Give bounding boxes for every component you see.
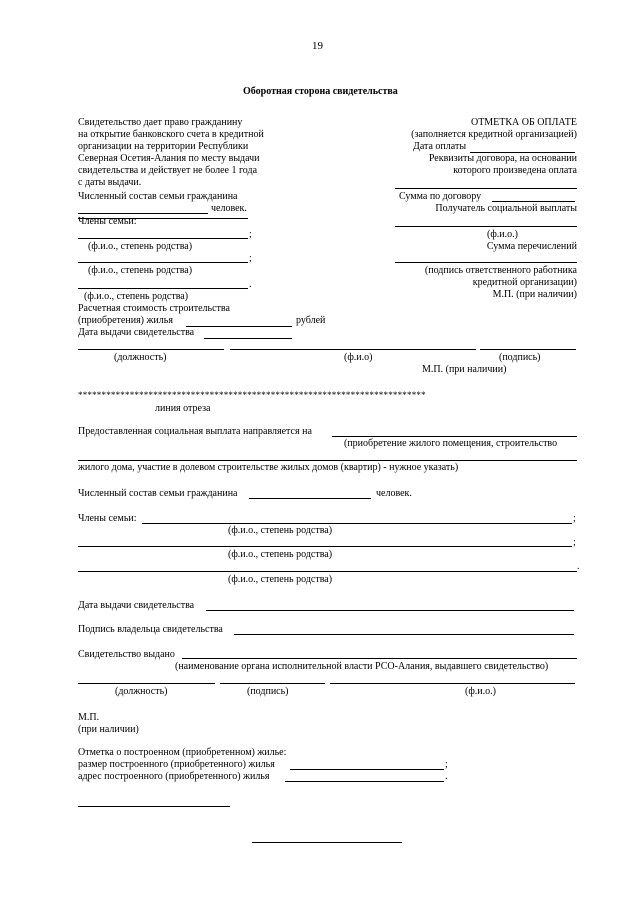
semicolon: ; <box>249 253 252 264</box>
dot: . <box>445 771 448 782</box>
contract-label-2: которого произведена оплата <box>453 165 577 176</box>
family-size-line <box>78 213 208 214</box>
signature-hint: (подпись ответственного работника <box>424 265 577 276</box>
dot: . <box>249 279 252 290</box>
payment-mark-note: (заполняется кредитной организацией) <box>411 129 577 140</box>
member-line <box>78 262 248 263</box>
left-text: Северная Осетия-Алания по месту выдачи <box>78 153 260 164</box>
semicolon: ; <box>249 229 252 240</box>
persons-label: человек. <box>376 488 412 499</box>
payment-directed-label: Предоставленная социальная выплата направляется на <box>78 426 312 437</box>
member-line <box>78 571 577 572</box>
transfer-sum-label: Сумма перечислений <box>486 241 577 252</box>
left-text: на открытие банковского счета в кредитной <box>78 129 264 140</box>
signature-hint-2: кредитной организации) <box>472 277 577 288</box>
member-hint: (ф.и.о., степень родства) <box>88 241 193 252</box>
built-size-line <box>290 769 444 770</box>
member-line <box>142 523 572 524</box>
left-text: организации на территории Республики <box>78 141 249 152</box>
issuer-line <box>182 658 577 659</box>
stamp-label: М.П. (при наличии) <box>492 289 577 300</box>
left-text: Свидетельство дает право гражданину <box>78 117 243 128</box>
stamp-label: М.П. <box>78 712 100 723</box>
members-label: Члены семьи: <box>78 513 137 524</box>
position-hint: (должность) <box>115 686 168 697</box>
member-hint: (ф.и.о., степень родства) <box>228 525 333 536</box>
issue-date-line <box>206 610 574 611</box>
built-address-line <box>285 781 444 782</box>
member-hint: (ф.и.о., степень родства) <box>84 291 189 302</box>
left-text: с даты выдачи. <box>78 177 142 188</box>
signature-line <box>395 262 577 263</box>
semicolon: ; <box>573 513 576 524</box>
member-hint: (ф.и.о., степень родства) <box>228 574 333 585</box>
purpose-line-2 <box>78 460 577 461</box>
contract-sum-line <box>492 201 575 202</box>
page-number: 19 <box>312 40 323 52</box>
rubles-label: рублей <box>296 315 326 326</box>
owner-signature-line <box>234 634 574 635</box>
purpose-line <box>332 436 577 437</box>
persons-label: человек. <box>211 203 247 214</box>
semicolon: ; <box>445 759 448 770</box>
recipient-line <box>395 226 577 227</box>
built-size-label: размер построенного (приобретенного) жилья <box>78 759 275 770</box>
member-line <box>78 288 248 289</box>
payment-date-label: Дата оплаты <box>413 141 467 152</box>
issue-date-line <box>204 338 292 339</box>
page-title: Оборотная сторона свидетельства <box>243 86 398 97</box>
stamp-note: (при наличии) <box>78 724 139 735</box>
member-line <box>78 238 248 239</box>
member-hint: (ф.и.о., степень родства) <box>88 265 193 276</box>
built-note: Отметка о построенном (приобретенном) жилье: <box>78 747 287 758</box>
cost-label: Расчетная стоимость строительства <box>78 303 230 314</box>
semicolon: ; <box>573 537 576 548</box>
member-line <box>78 546 572 547</box>
contract-sum-label: Сумма по договору <box>399 191 482 202</box>
recipient-label: Получатель социальной выплаты <box>435 203 577 214</box>
signature-line <box>220 683 325 684</box>
name-line <box>230 349 476 350</box>
issue-date-label: Дата выдачи свидетельства <box>78 327 195 338</box>
asterisk-divider: ************************************************************************** <box>78 390 426 400</box>
cost-label-2: (приобретения) жилья <box>78 315 173 326</box>
name-hint: (ф.и.о.) <box>465 686 496 697</box>
contract-label: Реквизиты договора, на основании <box>428 153 577 164</box>
position-line <box>78 349 224 350</box>
signature-hint: (подпись) <box>247 686 289 697</box>
position-line <box>78 683 215 684</box>
cut-line-label: линия отреза <box>155 403 211 414</box>
signature-hint: (подпись) <box>499 352 541 363</box>
name-line <box>330 683 575 684</box>
purpose-hint-2: жилого дома, участие в долевом строительстве жилых домов (квартир) - нужное указать) <box>78 462 459 473</box>
built-address-label: адрес построенного (приобретенного) жилья <box>78 771 270 782</box>
issued-label: Свидетельство выдано <box>78 649 175 660</box>
contract-line <box>395 188 577 189</box>
issue-date-label: Дата выдачи свидетельства <box>78 600 195 611</box>
purpose-hint: (приобретение жилого помещения, строительство <box>344 438 558 449</box>
dot: . <box>577 561 580 572</box>
issuer-hint: (наименование органа исполнительной власти РСО-Алания, выдавшего свидетельство) <box>175 661 549 672</box>
cost-line <box>186 326 292 327</box>
member-hint: (ф.и.о., степень родства) <box>228 549 333 560</box>
owner-signature-label: Подпись владельца свидетельства <box>78 624 223 635</box>
family-size-label: Численный состав семьи гражданина <box>78 488 238 499</box>
family-size-line <box>249 498 371 499</box>
name-hint: (ф.и.о) <box>344 352 373 363</box>
recipient-hint: (ф.и.о.) <box>487 229 518 240</box>
members-label: Члены семьи: <box>78 216 137 227</box>
position-hint: (должность) <box>114 352 167 363</box>
signature-line <box>480 349 576 350</box>
footnote-line <box>78 806 230 807</box>
stamp-note: М.П. (при наличии) <box>422 364 507 375</box>
family-size-label: Численный состав семьи гражданина <box>78 191 238 202</box>
end-line <box>252 842 402 843</box>
left-text: свидетельства и действует не более 1 года <box>78 165 258 176</box>
payment-mark-title: ОТМЕТКА ОБ ОПЛАТЕ <box>471 117 577 128</box>
